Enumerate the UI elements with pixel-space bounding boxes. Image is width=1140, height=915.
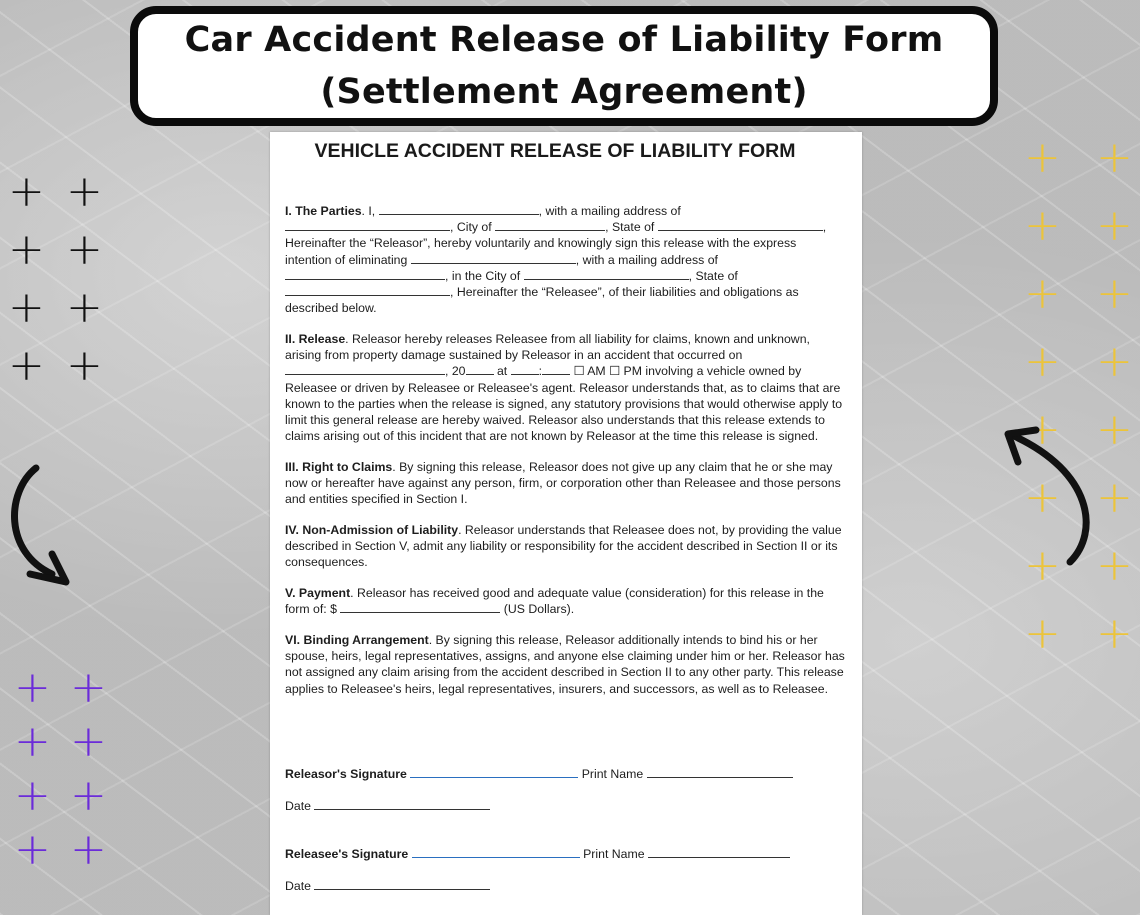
plus-icon: + <box>1096 472 1133 523</box>
releasee-state-field[interactable] <box>285 284 450 296</box>
accident-hour-field[interactable] <box>511 363 539 375</box>
releasor-city-field[interactable] <box>495 219 605 231</box>
plus-icon: + <box>14 662 51 713</box>
releasor-print-name-field[interactable] <box>647 766 793 778</box>
releasee-date-field[interactable] <box>314 878 490 890</box>
plus-icon: + <box>1096 608 1133 659</box>
plus-icon: + <box>1096 132 1133 183</box>
section-release: II. Release. Releasor hereby releases Releasee from all liability for claims, known and unknown, arising from property damage sustained by Releasor in an accident that occurred on , 20 at : ☐ AM ☐ PM involving a vehicle owned by Releasee or driven by Releasee or Releasee's agent. Releasor understands that, as to claims that are known to the parties when the release is signed, any statutory provisions that would otherwise apply to limit this general release are hereby waived. Releasor also understands that this release extends to claims arising out of this incident that are not known by Releasor at the time this release is signed. <box>285 331 843 444</box>
accident-year-field[interactable] <box>466 363 494 375</box>
plus-icon: + <box>14 824 51 875</box>
plus-icon: + <box>8 166 45 217</box>
releasee-address-field[interactable] <box>285 268 445 280</box>
plus-icon: + <box>1024 336 1061 387</box>
section-heading: I. The Parties <box>285 204 362 218</box>
plus-icon: + <box>1024 472 1061 523</box>
accident-date-field[interactable] <box>285 363 445 375</box>
curved-arrow-icon <box>0 462 80 592</box>
section-heading: IV. Non-Admission of Liability <box>285 522 459 537</box>
releasor-state-field[interactable] <box>658 219 823 231</box>
curved-arrow-icon <box>1000 422 1100 572</box>
section-heading: III. Right to Claims <box>285 459 393 474</box>
plus-icon: + <box>1096 540 1133 591</box>
title-banner <box>130 6 998 126</box>
plus-icon: + <box>8 340 45 391</box>
plus-icon: + <box>1024 132 1061 183</box>
payment-amount-field[interactable] <box>340 601 500 613</box>
section-heading: VI. Binding Arrangement <box>285 632 429 647</box>
banner-title-line-1: Car Accident Release of Liability Form <box>184 20 944 60</box>
releasee-city-field[interactable] <box>524 268 689 280</box>
releasor-date-row: Date <box>285 798 490 813</box>
plus-icon: + <box>1096 268 1133 319</box>
releasee-signature-row: Releasee's Signature Print Name <box>285 846 790 861</box>
plus-icon: + <box>14 770 51 821</box>
plus-icon: + <box>1096 404 1133 455</box>
releasor-date-field[interactable] <box>314 798 490 810</box>
releasee-print-name-field[interactable] <box>648 846 790 858</box>
releasee-date-row: Date <box>285 878 490 893</box>
section-right-to-claims: III. Right to Claims. By signing this release, Releasor does not give up any claim that he or she may now or hereafter have against any person, firm, or corporation other than Releasee and those persons and entities specified in Section I. <box>285 459 841 507</box>
accident-minute-field[interactable] <box>542 363 570 375</box>
plus-icon: + <box>70 716 107 767</box>
form-page <box>270 132 862 915</box>
plus-icon: + <box>66 224 103 275</box>
plus-icon: + <box>14 716 51 767</box>
plus-icon: + <box>66 340 103 391</box>
plus-icon: + <box>8 282 45 333</box>
plus-icon: + <box>1096 336 1133 387</box>
releasor-address-field[interactable] <box>285 219 450 231</box>
releasee-name-field[interactable] <box>411 252 576 264</box>
plus-icon: + <box>66 282 103 333</box>
releasor-name-field[interactable] <box>379 203 539 215</box>
plus-icon: + <box>66 166 103 217</box>
releasee-signature-field[interactable] <box>412 846 580 858</box>
section-non-admission: IV. Non-Admission of Liability. Releasor understands that Releasee does not, by providing the value described in Section V, admit any liability or responsibility for the accident described in Section II or its consequences. <box>285 522 842 570</box>
section-binding: VI. Binding Arrangement. By signing this release, Releasor additionally intends to bind his or her spouse, heirs, legal representatives, assigns, and anyone else claiming under him or her. Releasor has not assigned any claim arising from the accident described in Section II to any other party. This release applies to Releasee's heirs, legal representatives, insurers, and successors, as well as to Releasee. <box>285 632 845 696</box>
banner-title-line-2: (Settlement Agreement) <box>320 72 808 112</box>
plus-icon: + <box>1024 608 1061 659</box>
plus-icon: + <box>70 770 107 821</box>
plus-icon: + <box>70 824 107 875</box>
plus-icon: + <box>1024 540 1061 591</box>
plus-icon: + <box>70 662 107 713</box>
plus-icon: + <box>1024 268 1061 319</box>
releasor-signature-row: Releasor's Signature Print Name <box>285 766 793 781</box>
form-title: VEHICLE ACCIDENT RELEASE OF LIABILITY FORM <box>314 140 796 162</box>
releasor-signature-field[interactable] <box>410 766 578 778</box>
plus-icon: + <box>1096 200 1133 251</box>
plus-icon: + <box>1024 404 1061 455</box>
plus-icon: + <box>8 224 45 275</box>
form-body <box>285 203 845 711</box>
section-heading: V. Payment <box>285 586 351 601</box>
section-parties: I. The Parties. I, , with a mailing address of , City of , State of , Hereinafter the “Releasor”, hereby voluntarily and knowingly sign this release with the express intention of eliminating , with a mailing address of , in the City of , State of , Hereinafter the “Releasee”, of their liabilities and obligations as described below. <box>285 204 827 316</box>
section-payment: V. Payment. Releasor has received good and adequate value (consideration) for this release in the form of: $ (US Dollars). <box>285 586 824 617</box>
plus-icon: + <box>1024 200 1061 251</box>
section-heading: II. Release <box>285 331 346 346</box>
